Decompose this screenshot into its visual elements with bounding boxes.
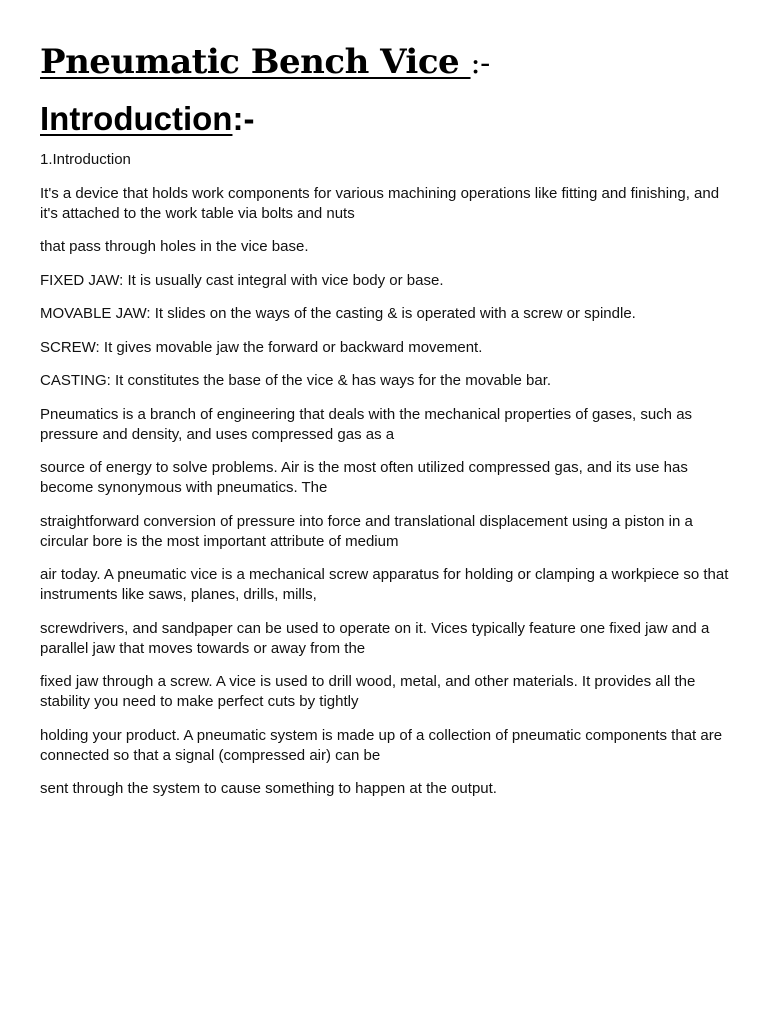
paragraph: source of energy to solve problems. Air is the most often utilized compressed gas, and its use has become synonymous with pneumatics. The xyxy=(40,459,688,496)
paragraph: It's a device that holds work components for various machining operations like fitting and finishing, and it's attached to the work table via bolts and nuts xyxy=(40,184,720,222)
paragraph: fixed jaw through a screw. A vice is used to drill wood, metal, and other materials. It provides all the stability you need to make perfect cuts by tightly xyxy=(40,673,696,710)
paragraph-casting: CASTING: It constitutes the base of the vice & has ways for the movable bar. xyxy=(40,372,552,389)
paragraph: that pass through holes in the vice base. xyxy=(40,238,309,255)
paragraph: screwdrivers, and sandpaper can be used to operate on it. Vices typically feature one fixed jaw and a parallel jaw that moves towards or away from the xyxy=(40,619,710,657)
document-page xyxy=(40,38,730,813)
body-text xyxy=(40,150,730,799)
section-heading-suffix: :- xyxy=(232,100,255,137)
paragraph-movable-jaw: MOVABLE JAW: It slides on the ways of the casting & is operated with a screw or spindle. xyxy=(40,305,636,322)
paragraph: sent through the system to cause something to happen at the output. xyxy=(40,780,497,797)
document-title xyxy=(40,38,730,88)
paragraph: holding your product. A pneumatic system is made up of a collection of pneumatic components that are connected so that a signal (compressed air) can be xyxy=(40,726,723,764)
paragraph: Pneumatics is a branch of engineering that deals with the mechanical properties of gases, such as pressure and density, and uses compressed gas as a xyxy=(40,405,693,443)
paragraph-fixed-jaw: FIXED JAW: It is usually cast integral with vice body or base. xyxy=(40,271,444,289)
paragraph-screw: SCREW: It gives movable jaw the forward or backward movement. xyxy=(40,338,483,356)
paragraph: straightforward conversion of pressure into force and translational displacement using a piston in a circular bore is the most important attribute of medium xyxy=(40,512,693,550)
paragraph: air today. A pneumatic vice is a mechanical screw apparatus for holding or clamping a workpiece so that instruments like saws, planes, drills, mills, xyxy=(40,566,729,603)
section-heading-text: Introduction xyxy=(40,100,233,137)
section-heading xyxy=(40,98,730,140)
document-title-suffix: :- xyxy=(470,46,490,81)
paragraph-numbered-heading: 1.Introduction xyxy=(40,151,131,168)
document-title-text: Pneumatic Bench Vice xyxy=(40,42,471,82)
